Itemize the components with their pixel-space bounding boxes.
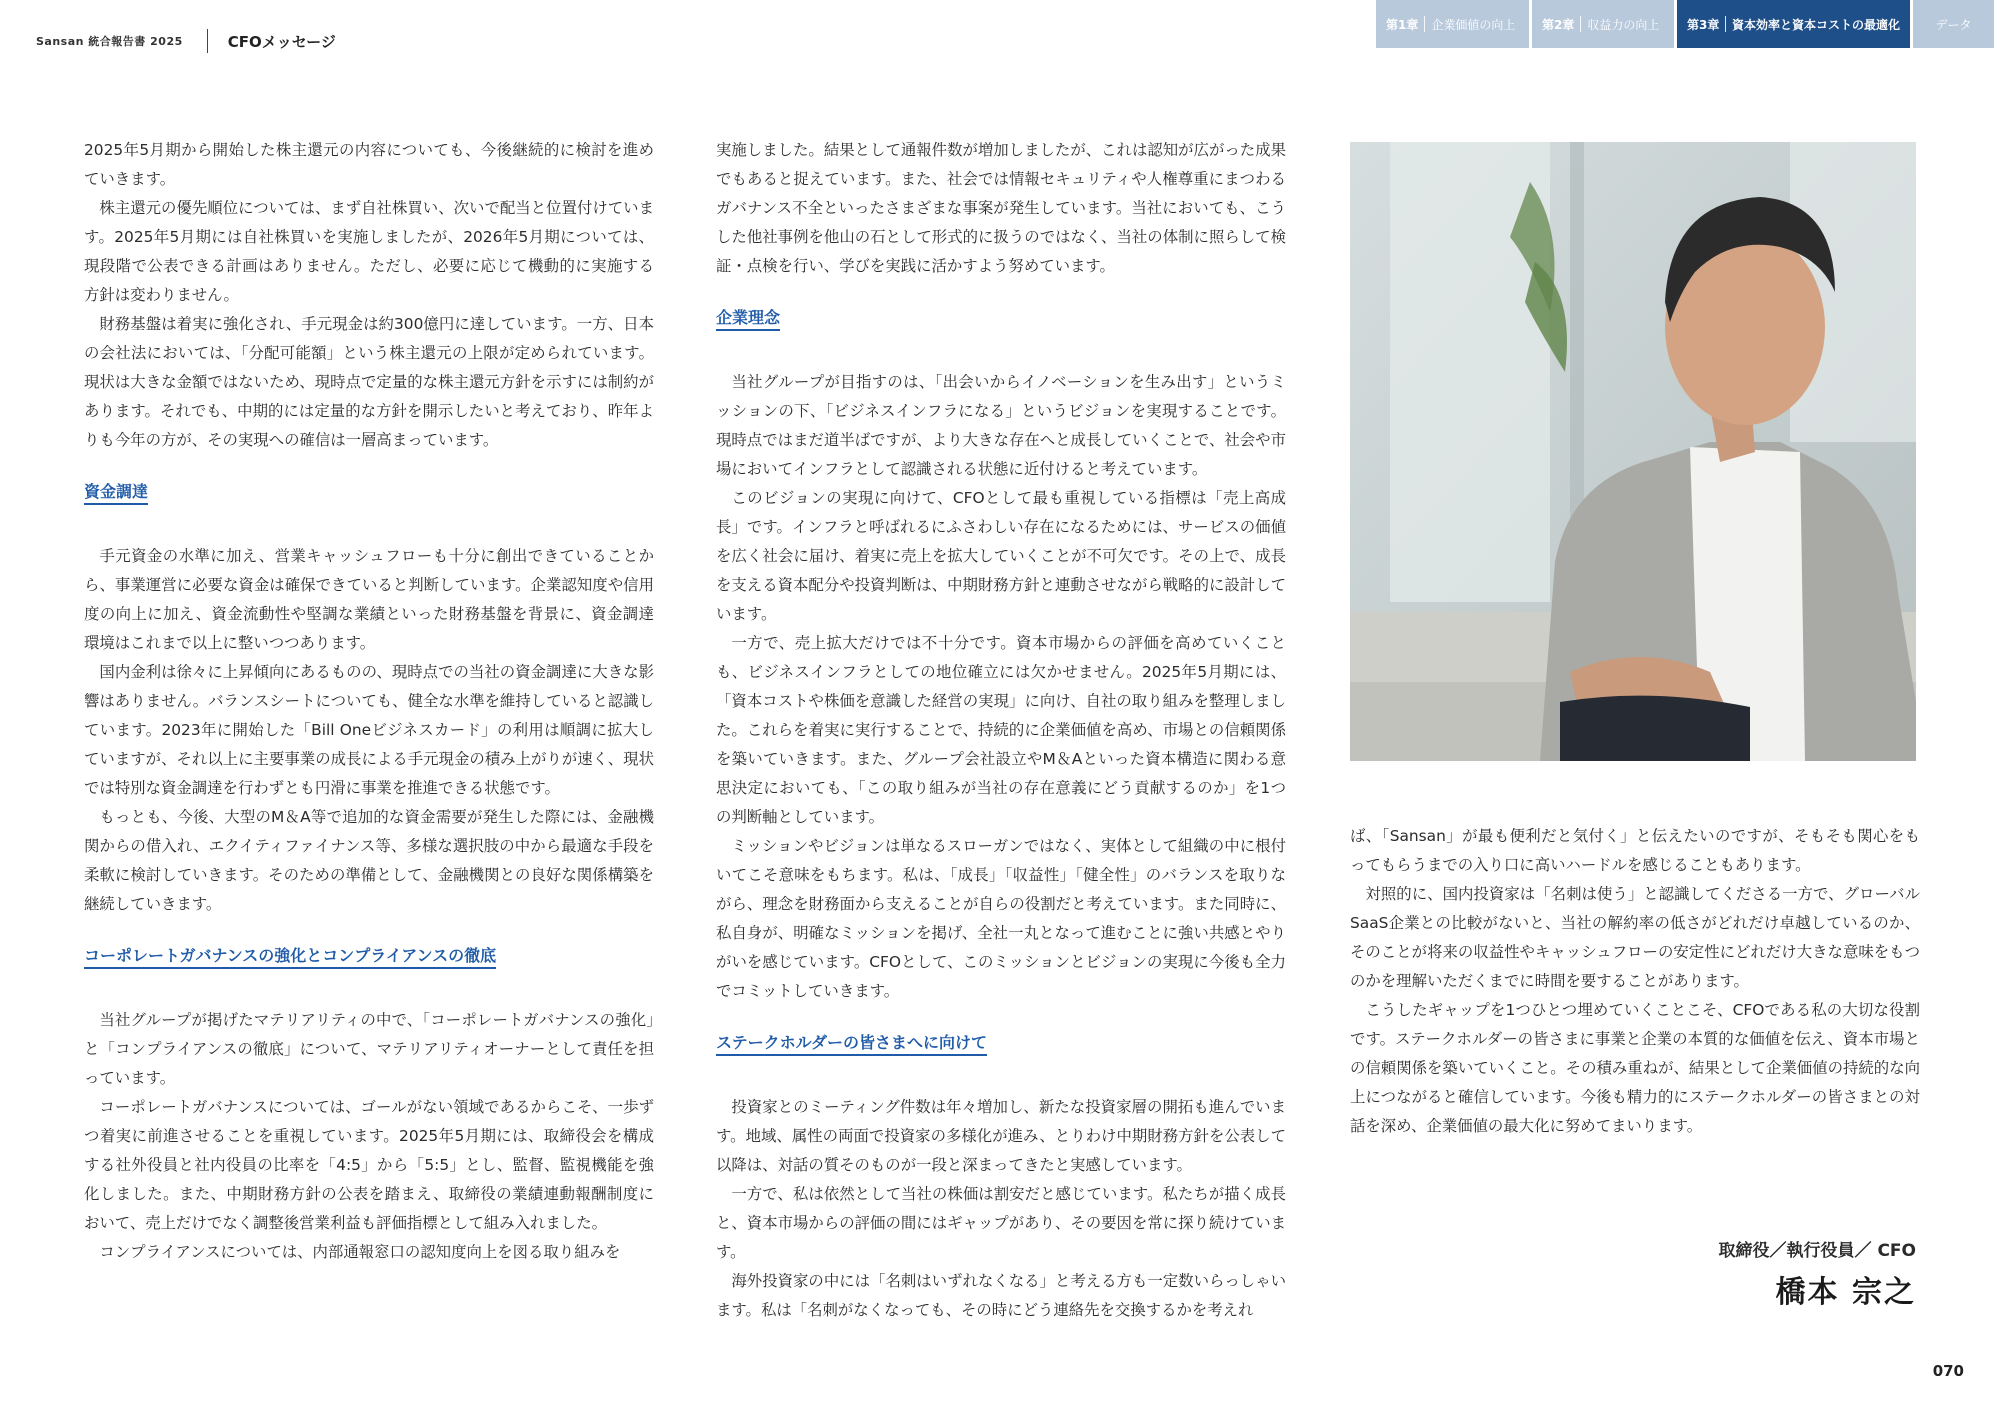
paragraph: 投資家とのミーティング件数は年々増加し、新たな投資家層の開拓も進んでいます。地域、属性の両面で投資家の多様化が進み、とりわけ中期財務方針を公表して以降は、対話の質そのものが一段と深まってきたと実感しています。 [716, 1098, 1286, 1174]
paragraph: こうしたギャップを1つひとつ埋めていくことこそ、CFOである私の大切な役割です。ステークホルダーの皆さまに事業と企業の本質的な価値を伝え、資本市場との信頼関係を築いていくこと。その積み重ねが、結果として企業価値の持続的な向上につながると確信しています。今後も精力的にステークホルダーの皆さまとの対話を深め、企業価値の最大化に努めてまいります。 [1350, 1001, 1920, 1135]
paragraph: 実施しました。結果として通報件数が増加しましたが、これは認知が広がった成果でもあると捉えています。また、社会では情報セキュリティや人権尊重にまつわるガバナンス不全といったさまざまな事案が発生しています。当社においても、こうした他社事例を他山の石として形式的に扱うのではなく、当社の体制に照らして検証・点検を行い、学びを実践に活かすよう努めています。 [716, 141, 1286, 275]
paragraph: 手元資金の水準に加え、営業キャッシュフローも十分に創出できていることから、事業運営に必要な資金は確保できていると判断しています。企業認知度や信用度の向上に加え、資金流動性や堅調な業績といった財務基盤を背景に、資金調達環境はこれまで以上に整いつつあります。 [84, 547, 654, 652]
signature-block [1719, 1236, 1916, 1311]
tab-data[interactable] [1913, 0, 1994, 48]
paragraph: このビジョンの実現に向けて、CFOとして最も重視している指標は「売上高成長」です。インフラと呼ばれるにふさわしい存在になるためには、サービスの価値を広く社会に届け、着実に売上を拡大していくことが不可欠です。その上で、成長を支える資本配分や投資判断は、中期財務方針と連動させながら戦略的に設計しています。 [716, 489, 1286, 623]
paragraph: 当社グループが掲げたマテリアリティの中で、「コーポレートガバナンスの強化」と「コンプライアンスの徹底」について、マテリアリティオーナーとして責任を担っています。 [84, 1011, 654, 1087]
paragraph: もっとも、今後、大型のM＆A等で追加的な資金需要が発生した際には、金融機関からの借入れ、エクイティファイナンス等、多様な選択肢の中から最適な手段を柔軟に検討していきます。そのための準備として、金融機関との良好な関係構築を継続していきます。 [84, 808, 654, 913]
tab-chapter-2-label: 収益力の向上 [1587, 17, 1660, 32]
section-heading-governance [84, 944, 654, 968]
paragraph: 株主還元の優先順位については、まず自社株買い、次いで配当と位置付けています。2025年5月期には自社株買いを実施しましたが、2026年5月期については、現段階で公表できる計画はありません。ただし、必要に応じて機動的に実施する方針は変わりません。 [84, 199, 654, 304]
page-number: 070 [1932, 1362, 1964, 1380]
tab-chapter-3-number: 第3章 [1687, 17, 1720, 32]
paragraph: 対照的に、国内投資家は「名刺は使う」と認識してくださる一方で、グローバルSaaS企業との比較がないと、当社の解約率の低さがどれだけ卓越しているのか、そのことが将来の収益性やキャッシュフローの安定性にどれだけ大きな意味をもつのかを理解いただくまでに時間を要することがあります。 [1350, 885, 1920, 990]
text-column-2 [716, 136, 1286, 1325]
tab-separator [1580, 16, 1581, 32]
chapter-nav [1376, 0, 1994, 48]
tab-chapter-2-number: 第2章 [1542, 17, 1575, 32]
cfo-portrait-photo [1350, 142, 1916, 761]
signatory-title: 取締役／執行役員／ CFO [1718, 1241, 1916, 1261]
tab-chapter-3[interactable] [1677, 0, 1910, 48]
tab-chapter-1-number: 第1章 [1386, 17, 1419, 32]
paragraph: 海外投資家の中には「名刺はいずれなくなる」と考える方も一定数いらっしゃいます。私は「名刺がなくなっても、その時にどう連絡先を交換するかを考えれ [716, 1272, 1286, 1319]
paragraph: コーポレートガバナンスについては、ゴールがない領域であるからこそ、一歩ずつ着実に前進させることを重視しています。2025年5月期には、取締役会を構成する社外役員と社内役員の比率を「4:5」から「5:5」とし、監督、監視機能を強化しました。また、中期財務方針の公表を踏まえ、取締役の業績連動報酬制度において、売上だけでなく調整後営業利益も評価指標として組み入れました。 [84, 1098, 654, 1232]
section-heading-philosophy [716, 306, 1286, 330]
paragraph: 国内金利は徐々に上昇傾向にあるものの、現時点での当社の資金調達に大きな影響はありません。バランスシートについても、健全な水準を維持していると認識しています。2023年に開始した「Bill Oneビジネスカード」の利用は順調に拡大していますが、それ以上に主要事業の成長による手元現金の積み上がりが速く、現状では特別な資金調達を行わずとも円滑に事業を推進できる状態です。 [84, 663, 654, 797]
paragraph: ば、「Sansan」が最も便利だと気付く」と伝えたいのですが、そもそも関心をもってもらうまでの入り口に高いハードルを感じることもあります。 [1350, 827, 1920, 874]
tab-separator [1725, 16, 1726, 32]
section-heading-stakeholders [716, 1031, 1286, 1055]
paragraph: 財務基盤は着実に強化され、手元現金は約300億円に達しています。一方、日本の会社法においては、「分配可能額」という株主還元の上限が定められています。現状は大きな金額ではないため、現時点で定量的な株主還元方針を示すには制約があります。それでも、中期的には定量的な方針を開示したいと考えており、昨年よりも今年の方が、その実現への確信は一層高まっています。 [84, 315, 654, 449]
report-title: Sansan 統合報告書 2025 [36, 35, 183, 48]
tab-separator [1424, 16, 1425, 32]
paragraph: ミッションやビジョンは単なるスローガンではなく、実体として組織の中に根付いてこそ意味をもちます。私は、「成長」「収益性」「健全性」のバランスを取りながら、理念を財務面から支えることが自らの役割だと考えています。また同時に、私自身が、明確なミッションを掲げ、全社一丸となって進むことに強い共感とやりがいを感じています。CFOとして、このミッションとビジョンの実現に今後も全力でコミットしていきます。 [716, 837, 1286, 1000]
paragraph: 2025年5月期から開始した株主還元の内容についても、今後継続的に検討を進めていきます。 [84, 141, 654, 188]
heading-text: 企業理念 [716, 308, 780, 331]
tab-chapter-2[interactable] [1532, 0, 1674, 48]
tab-data-label: データ [1935, 17, 1972, 32]
portrait-illustration [1350, 142, 1916, 761]
section-title: CFOメッセージ [227, 32, 336, 51]
heading-text: ステークホルダーの皆さまへに向けて [716, 1033, 987, 1056]
paragraph: 一方で、私は依然として当社の株価は割安だと感じています。私たちが描く成長と、資本市場からの評価の間にはギャップがあり、その要因を常に探り続けています。 [716, 1185, 1286, 1261]
text-column-1 [84, 136, 654, 1267]
heading-text: 資金調達 [84, 482, 148, 505]
tab-chapter-1-label: 企業価値の向上 [1431, 17, 1516, 32]
tab-chapter-3-label: 資本効率と資本コストの最適化 [1731, 17, 1900, 32]
signatory-name: 橋本 宗之 [1775, 1275, 1916, 1310]
paragraph: コンプライアンスについては、内部通報窓口の認知度向上を図る取り組みを [99, 1243, 621, 1261]
paragraph: 一方で、売上拡大だけでは不十分です。資本市場からの評価を高めていくことも、ビジネスインフラとしての地位確立には欠かせません。2025年5月期には、「資本コストや株価を意識した経営の実現」に向け、自社の取り組みを整理しました。これらを着実に実行することで、持続的に企業価値を高め、市場との信頼関係を築いていきます。また、グループ会社設立やM＆Aといった資本構造に関わる意思決定においても、「この取り組みが当社の存在意義にどう貢献するのか」を1つの判断軸としています。 [716, 634, 1286, 826]
paragraph: 当社グループが目指すのは、「出会いからイノベーションを生み出す」というミッションの下、「ビジネスインフラになる」というビジョンを実現することです。現時点ではまだ道半ばですが、より大きな存在へと成長していくことで、社会や市場においてインフラとして認識される状態に近付けると考えています。 [716, 373, 1286, 478]
section-heading-funding [84, 480, 654, 504]
header-divider [207, 29, 208, 53]
text-column-3 [1350, 822, 1920, 1141]
page-header [36, 28, 336, 54]
tab-chapter-1[interactable] [1376, 0, 1529, 48]
heading-text: コーポレートガバナンスの強化とコンプライアンスの徹底 [84, 946, 496, 969]
